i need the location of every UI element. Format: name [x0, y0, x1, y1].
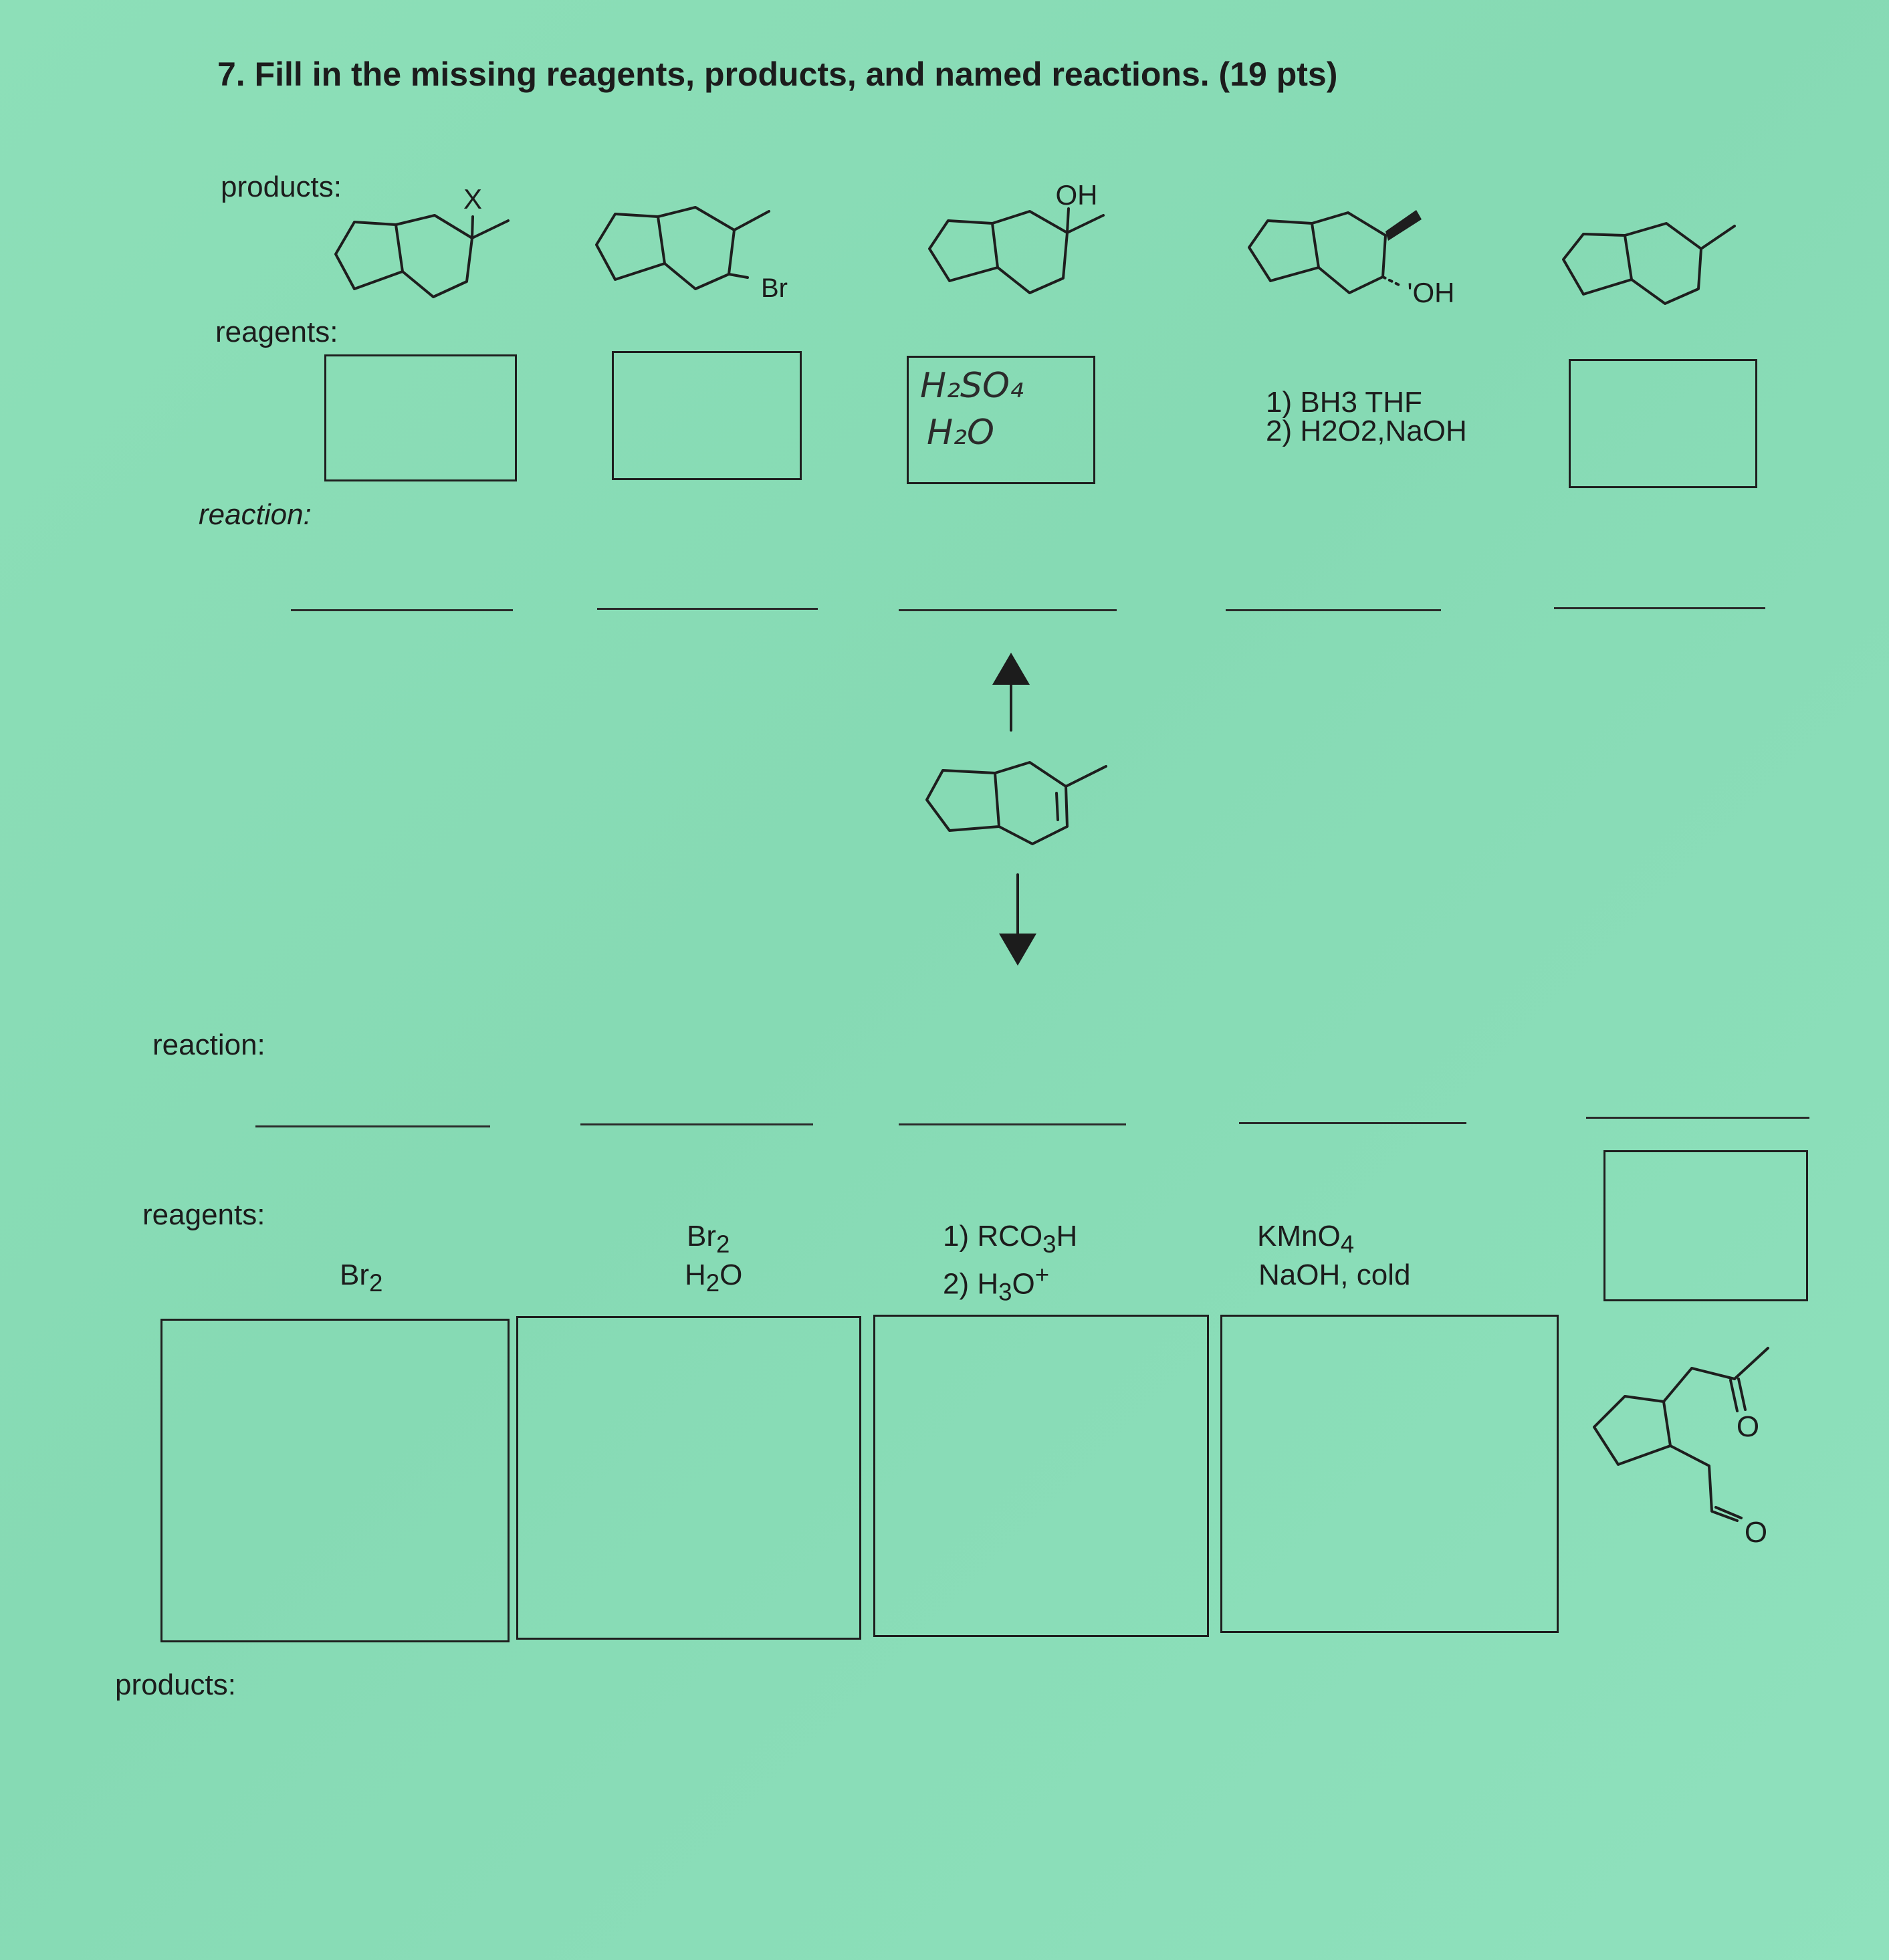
hydroboration-step1: 1) BH3 THF [1266, 386, 1422, 419]
structure-alkane [1563, 223, 1735, 304]
label-products-bottom: products: [115, 1668, 236, 1701]
bottom-reagent-col4-line2: NaOH, cold [1258, 1259, 1411, 1291]
handwritten-h2so4: H₂SO₄ [920, 366, 1024, 406]
atom-o-aldehyde: O [1744, 1516, 1768, 1549]
structure-secondary-alcohol [1249, 213, 1399, 293]
structure-tertiary-alcohol [929, 209, 1103, 293]
hydroboration-step2: 2) H2O2,NaOH [1266, 415, 1467, 447]
label-reagents-top: reagents: [215, 316, 338, 348]
bottom-reagent-col1: $Br_2$ [340, 1259, 383, 1297]
bottom-reagent-col2-line2: $H_2O$ [685, 1259, 743, 1297]
label-reagents-bottom: reagents: [142, 1198, 265, 1231]
structure-alkyl-bromide [596, 207, 769, 289]
question-title: 7. Fill in the missing reagents, products, and named reactions. (19 pts) [217, 56, 1338, 93]
atom-o-ketone: O [1736, 1410, 1760, 1443]
bottom-reagent-col3-line2: 2) $H_3O^+$ [943, 1261, 1050, 1306]
atom-oh-tertiary: OH [1055, 179, 1098, 211]
atom-br: Br [761, 274, 788, 303]
atom-oh-anti: 'OH [1407, 277, 1455, 308]
label-reaction-bottom: reaction: [152, 1028, 265, 1061]
bottom-reagent-col2-line1: $Br_2$ [687, 1220, 730, 1258]
handwritten-h2o: H₂O [927, 413, 994, 453]
bottom-reagent-col4-line1: KMnO$_4$ [1257, 1220, 1355, 1258]
structure-alkyl-halide [336, 215, 508, 297]
bottom-reagent-col3-line1: 1) $RCO_3H$ [943, 1220, 1078, 1258]
stereo-wedge-bond [1385, 210, 1422, 241]
label-reaction-top: reaction: [199, 498, 312, 531]
atom-x: X [463, 183, 483, 215]
structure-starting-alkene [927, 762, 1106, 844]
label-products-top: products: [221, 171, 342, 203]
